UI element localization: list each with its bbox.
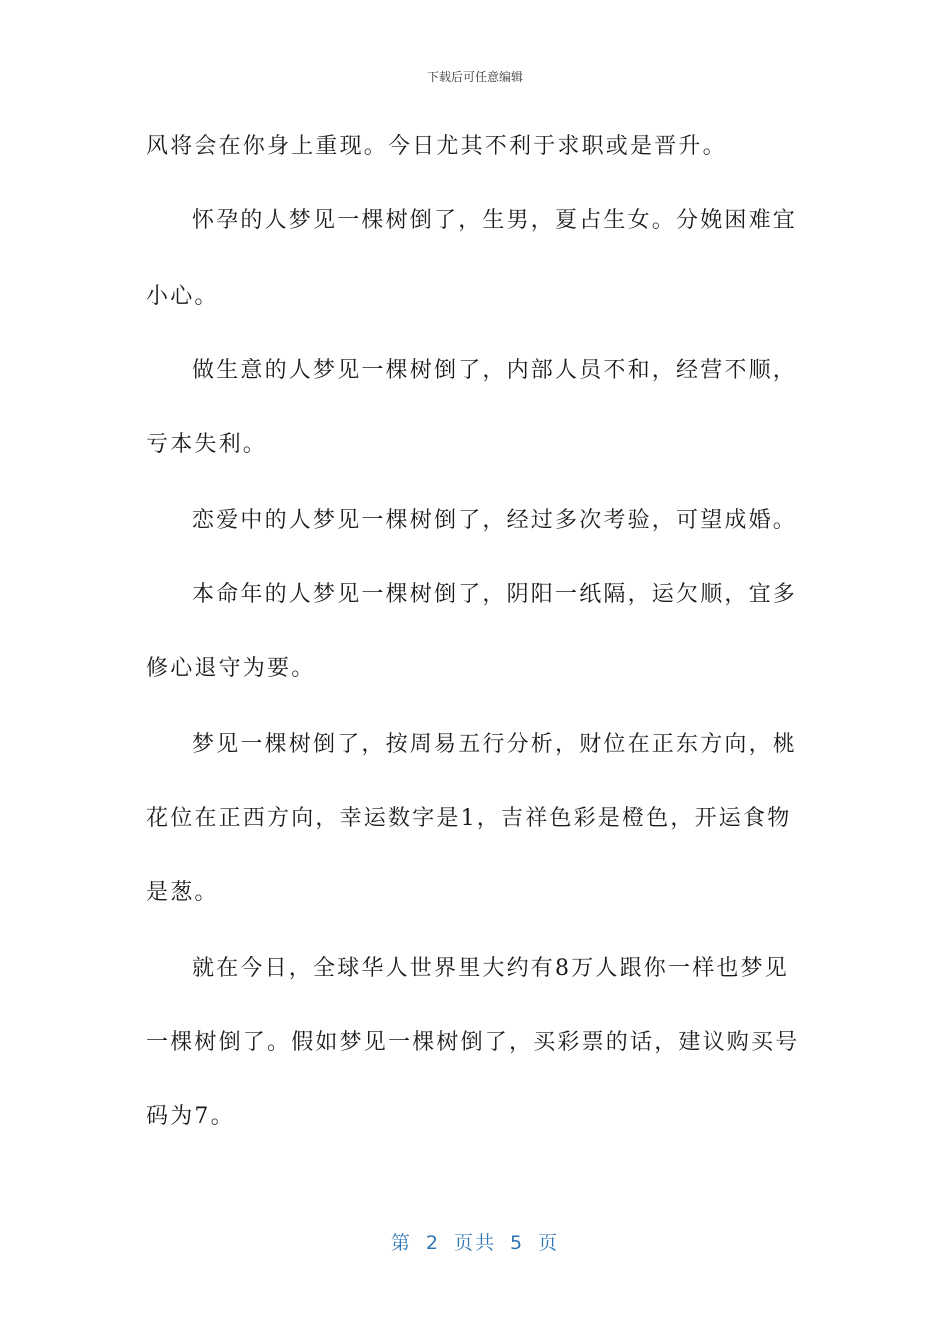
paragraph-line: 是葱。 — [146, 880, 219, 905]
page-number-label: 第 2 页共 5 页 — [390, 1232, 560, 1254]
paragraph-line: 就在今日，全球华人世界里大约有8万人跟你一样也梦见 — [192, 956, 789, 981]
header-note: 下载后可任意编辑 — [426, 70, 523, 84]
paragraph-line: 小心。 — [146, 284, 219, 309]
paragraph-line: 梦见一棵树倒了，按周易五行分析，财位在正东方向，桃 — [192, 732, 798, 757]
paragraph-line: 亏本失利。 — [146, 432, 268, 457]
paragraph-line: 修心退守为要。 — [146, 656, 316, 681]
paragraph-line: 恋爱中的人梦见一棵树倒了，经过多次考验，可望成婚。 — [192, 508, 798, 533]
paragraph-line: 一棵树倒了。假如梦见一棵树倒了，买彩票的话，建议购买号 — [146, 1030, 800, 1055]
paragraph-line: 码为7。 — [146, 1104, 235, 1129]
paragraph-line: 风将会在你身上重现。今日尤其不利于求职或是晋升。 — [146, 134, 727, 159]
paragraph-line: 花位在正西方向，幸运数字是1，吉祥色彩是橙色，开运食物 — [146, 806, 792, 831]
paragraph-line: 怀孕的人梦见一棵树倒了，生男，夏占生女。分娩困难宜 — [192, 208, 798, 233]
page-number-footer — [0, 1228, 950, 1255]
paragraph-line: 本命年的人梦见一棵树倒了，阴阳一纸隔，运欠顺，宜多 — [192, 582, 798, 607]
paragraph-line: 做生意的人梦见一棵树倒了，内部人员不和，经营不顺， — [192, 358, 798, 383]
